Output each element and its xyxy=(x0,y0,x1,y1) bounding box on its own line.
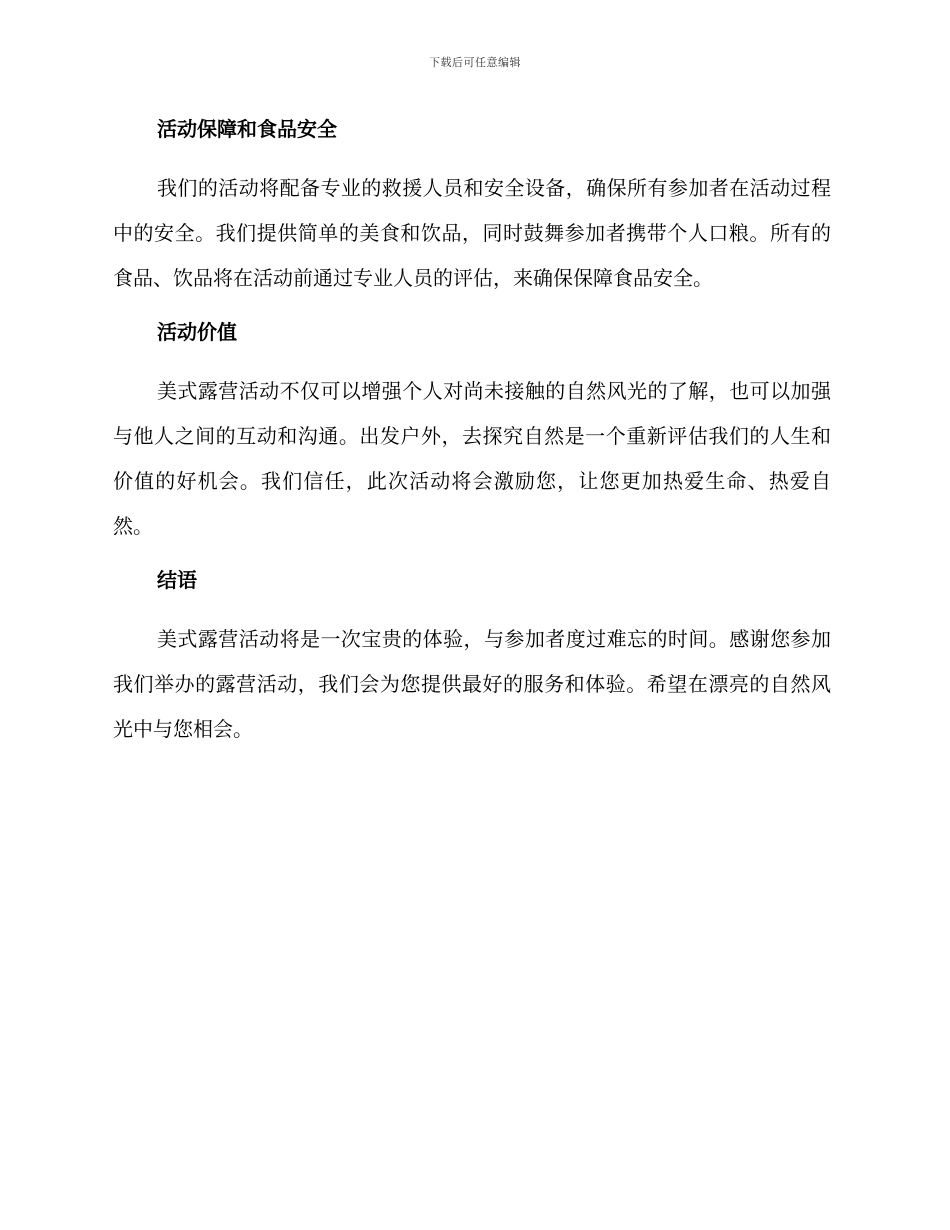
document-body xyxy=(113,112,831,752)
section-heading-safety: 活动保障和食品安全 xyxy=(157,117,337,141)
spacer xyxy=(113,349,831,369)
section-heading-value: 活动价值 xyxy=(157,320,237,344)
section-paragraph-value: 美式露营活动不仅可以增强个人对尚未接触的自然风光的了解，也可以加强与他人之间的互动和沟通。出发户外，去探究自然是一个重新评估我们的人生和价值的好机会。我们信任，此次活动将会激励您，让您更加热爱生命、热爱自然。 xyxy=(113,379,831,538)
section-paragraph-safety: 我们的活动将配备专业的救援人员和安全设备，确保所有参加者在活动过程中的安全。我们提供简单的美食和饮品，同时鼓舞参加者携带个人口粮。所有的食品、饮品将在活动前通过专业人员的评估，来确保保障食品安全。 xyxy=(113,176,831,290)
section-paragraph-conclusion: 美式露营活动将是一次宝贵的体验，与参加者度过难忘的时间。感谢您参加我们举办的露营活动，我们会为您提供最好的服务和体验。希望在漂亮的自然风光中与您相会。 xyxy=(113,627,831,741)
section-heading-conclusion: 结语 xyxy=(157,568,197,592)
spacer xyxy=(113,597,831,617)
header-note: 下载后可任意编辑 xyxy=(429,56,521,69)
spacer xyxy=(113,146,831,166)
spacer xyxy=(113,549,831,563)
spacer xyxy=(113,301,831,315)
